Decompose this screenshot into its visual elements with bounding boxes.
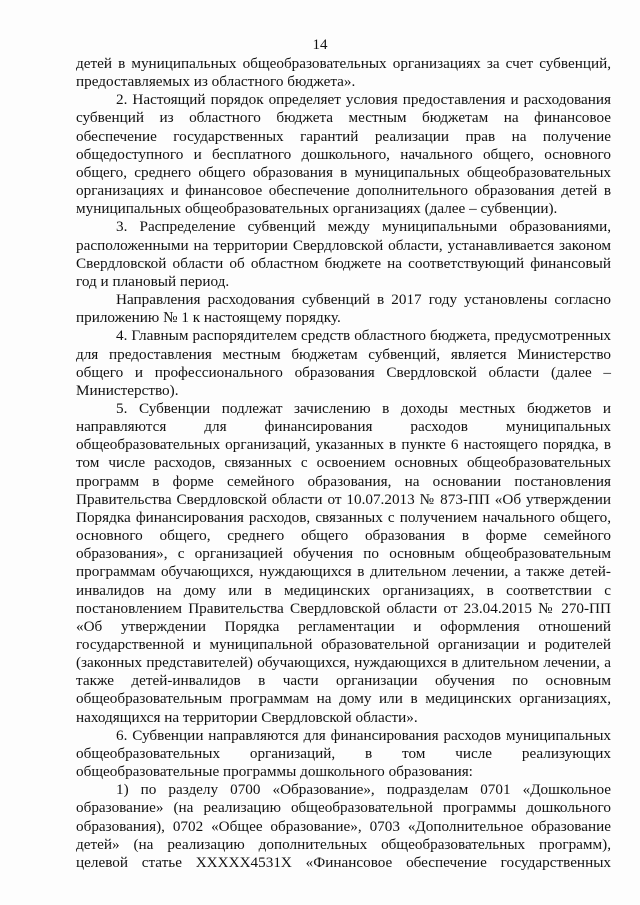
- page-number: 14: [312, 37, 328, 53]
- paragraph-subitem-1: 1) по разделу 0700 «Образование», подразделам 0701 «Дошкольное образование» (на реализацию общеобразовательной программы дошкольного образования), 0702 «Общее образование», 0703 «Дополнительное образование детей» (на реализацию дополнительных общеобразовательных программ), целевой статье XXXXX4531X «Финансовое обеспечение государственных: [76, 781, 611, 871]
- paragraph-item-3: 3. Распределение субвенций между муниципальными образованиями, расположенными на территории Свердловской области, устанавливается законом Свердловской области об областном бюджете на соответствующий финансовый год и плановый период.: [76, 218, 611, 290]
- paragraph-item-6: 6. Субвенции направляются для финансирования расходов муниципальных общеобразовательных организаций, в том числе реализующих общеобразовательные программы дошкольного образования:: [76, 726, 611, 781]
- paragraph-continuation: детей в муниципальных общеобразовательных организациях за счет субвенций, предоставляемых из областного бюджета».: [76, 55, 611, 91]
- paragraph-item-5: 5. Субвенции подлежат зачислению в доходы местных бюджетов и направляются для финансирования расходов муниципальных общеобразовательных организаций, указанных в пункте 6 настоящего порядка, в том числе расходов, связанных с освоением основных общеобразовательных программ в форме семейного образования, на основании постановления Правительства Свердловской области от 10.07.2013 № 873-ПП «Об утверждении Порядка финансирования расходов, связанных с получением начального общего, основного общего, среднего общего образования в форме семейного образования», с организацией обучения по основным общеобразовательным программам обучающихся, нуждающихся в длительном лечении, а также детей-инвалидов на дому или в медицинских организациях, в соответствии с постановлением Правительства Свердловской области от 23.04.2015 № 270-ПП «Об утверждении Порядка регламентации и оформления отношений государственной и муниципальной образовательной организации и родителей (законных представителей) обучающихся, нуждающихся в длительном лечении, а также детей-инвалидов в части организации обучения по основным общеобразовательным программам на дому или в медицинских организациях, находящихся на территории Свердловской области».: [76, 399, 611, 726]
- paragraph-item-4: 4. Главным распорядителем средств областного бюджета, предусмотренных для предоставления местным бюджетам субвенций, является Министерство общего и профессионального образования Свердловской области (далее – Министерство).: [76, 327, 611, 399]
- paragraph-item-2: 2. Настоящий порядок определяет условия предоставления и расходования субвенций из областного бюджета местным бюджетам на финансовое обеспечение государственных гарантий реализации прав на получение общедоступного и бесплатного дошкольного, начального общего, основного общего, среднего общего образования в муниципальных общеобразовательных организациях и финансовое обеспечение дополнительного образования детей в муниципальных общеобразовательных организациях (далее – субвенции).: [76, 91, 611, 218]
- paragraph-directions: Направления расходования субвенций в 2017 году установлены согласно приложению № 1 к настоящему порядку.: [76, 291, 611, 327]
- document-body: [76, 55, 611, 872]
